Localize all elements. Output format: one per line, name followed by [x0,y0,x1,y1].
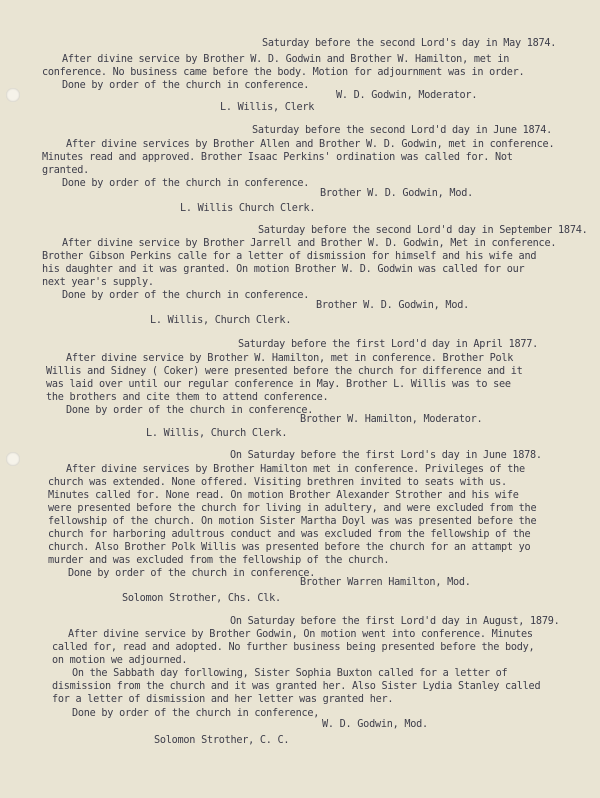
entry-line: conference. No business came before the body. Motion for adjournment was in order. [42,67,525,78]
entry-line: murder and was excluded from the fellowship of the church. [48,555,390,566]
moderator-signature: Brother W. Hamilton, Moderator. [300,414,483,425]
entry-line: granted. [42,165,90,176]
entry-date: Saturday before the second Lord'd day in September 1874. [258,225,588,236]
moderator-signature: Brother Warren Hamilton, Mod. [300,577,471,588]
entry-date: On Saturday before the first Lord'd day in August, 1879. [230,616,560,627]
punch-hole [6,452,20,466]
entry-line: After divine service by Brother W. Hamilton, met in conference. Brother Polk [66,353,514,364]
entry-line: Willis and Sidney ( Coker) were presented before the church for difference and it [46,366,523,377]
entry-line: After divine service by Brother Jarrell and Brother W. D. Godwin, Met in conference. [62,238,557,249]
moderator-signature: W. D. Godwin, Mod. [322,719,428,730]
entry-date: Saturday before the first Lord'd day in April 1877. [238,339,539,350]
entry-line: Done by order of the church in conference. [68,568,316,579]
entry-line: the brothers and cite them to attend conference. [46,392,329,403]
entry-line: On the Sabbath day forllowing, Sister Sophia Buxton called for a letter of [72,668,508,679]
entry-line: Done by order of the church in conference, [72,708,320,719]
entry-line: church. Also Brother Polk Willis was presented before the church for an attampt yo [48,542,531,553]
entry-line: were presented before the church for living in adultery, and were excluded from the [48,503,537,514]
entry-line: his daughter and it was granted. On motion Brother W. D. Godwin was called for our [42,264,525,275]
entry-date: On Saturday before the first Lord's day in June 1878. [230,450,542,461]
entry-line: Done by order of the church in conference. [66,405,314,416]
entry-line: called for, read and adopted. No further business being presented before the body, [52,642,535,653]
moderator-signature: W. D. Godwin, Moderator. [336,90,478,101]
entry-line: Done by order of the church in conference. [62,178,310,189]
clerk-signature: L. Willis, Church Clerk. [150,315,292,326]
entry-line: dismission from the church and it was granted her. Also Sister Lydia Stanley called [52,681,541,692]
moderator-signature: Brother W. D. Godwin, Mod. [320,188,473,199]
clerk-signature: L. Willis Church Clerk. [180,203,316,214]
entry-line: Done by order of the church in conference. [62,80,310,91]
entry-line: After divine service by Brother Godwin, On motion went into conference. Minutes [68,629,533,640]
moderator-signature: Brother W. D. Godwin, Mod. [316,300,469,311]
entry-line: church for harboring adultrous conduct and was excluded from the fellowship of the [48,529,531,540]
entry-line: next year's supply. [42,277,154,288]
entry-date: Saturday before the second Lord's day in May 1874. [262,38,557,49]
entry-date: Saturday before the second Lord'd day in June 1874. [252,125,553,136]
entry-line: After divine service by Brother W. D. Godwin and Brother W. Hamilton, met in [62,54,510,65]
entry-line: Minutes called for. None read. On motion Brother Alexander Strother and his wife [48,490,519,501]
entry-line: was laid over until our regular conference in May. Brother L. Willis was to see [46,379,511,390]
clerk-signature: L. Willis, Clerk [220,102,315,113]
entry-line: After divine services by Brother Allen and Brother W. D. Godwin, met in conference. [66,139,555,150]
entry-line: Minutes read and approved. Brother Isaac Perkins' ordination was called for. Not [42,152,513,163]
clerk-signature: L. Willis, Church Clerk. [146,428,288,439]
punch-hole [6,88,20,102]
entry-line: on motion we adjourned. [52,655,188,666]
entry-line: Brother Gibson Perkins calle for a letter of dismission for himself and his wife and [42,251,537,262]
clerk-signature: Solomon Strother, C. C. [154,735,290,746]
entry-line: for a letter of dismission and her letter was granted her. [52,694,394,705]
entry-line: fellowship of the church. On motion Sister Martha Doyl was was presented before the [48,516,537,527]
entry-line: After divine services by Brother Hamilton met in conference. Privileges of the [66,464,525,475]
clerk-signature: Solomon Strother, Chs. Clk. [122,593,281,604]
entry-line: Done by order of the church in conference. [62,290,310,301]
entry-line: church was extended. None offered. Visiting brethren invited to seats with us. [48,477,507,488]
